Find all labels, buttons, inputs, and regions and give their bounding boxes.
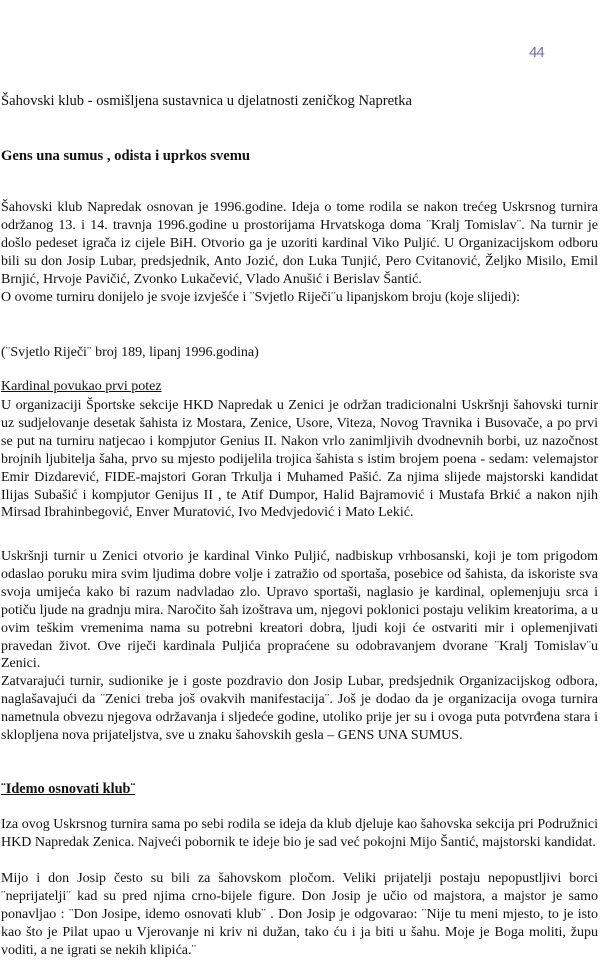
paragraph-closing-speech: Zatvarajući turnir, sudionike je i goste pozdravio don Josip Lubar, predsjednik Organizacijskog odbora, naglašavajući da ¨Zenici treba još ovakvih manifestacija¨. Još je dodao da je organizacija ovoga turnira nametnula obvezu njegova održavanja i sljedeće godine, utoliko prije jer su i ovoga puta potvrđena stara i sklopljena nova prijateljstva, sve u znaku šahovskih gesla – GENS UNA SUMUS. (1, 674, 598, 743)
paragraph-cardinal-opening: Uskršnji turnir u Zenici otvorio je kardinal Vinko Puljić, nadbiskup vrhbosanski, koji je tom prigodom odaslao poruku mira svim ljudima dobre volje i zatražio od sportaša, posebice od šahista, da iskoriste sva svoja umijeća kako bi razum nadvladao zlo. Upravo sportaši, naglasio je kardinal, oplemenjuju srca i potiču ljude na gradnju mira. Naročito šah izoštrava um, njegovi poklonici postaju velikim kreatorima, a u ovim teškim vremenima nama su potrebni kreatori dobra, ljudi koji će ostvariti mir i oplemenjivati pravedan život. Ove riječi kardinala Puljića propraćene su odobravanjem dvorane ¨Kralj Tomislav¨u Zenici. (1, 549, 598, 672)
page-number: 44 (529, 44, 544, 61)
paragraph-source-citation: (¨Svjetlo Riječi¨ broj 189, lipanj 1996.godina) (1, 345, 259, 360)
paragraph-club-idea: Iza ovog Uskrsnog turnira sama po sebi rodila se ideja da klub djeluje kao šahovska sekcija pri Podružnici HKD Napredak Zenica. Najveći pobornik te ideje bio je sad već pokojni Mijo Šantić, majstorski kandidat. (1, 817, 598, 850)
document-subtitle: Gens una sumus , odista i uprkos svemu (1, 148, 250, 164)
section-heading-club: ¨Idemo osnovati klub¨ (1, 781, 136, 797)
paragraph-report-intro: O ovome turniru donijelo je svoje izvješće i ¨Svjetlo Riječi¨u lipanjskom broju (koje slijedi): (1, 290, 521, 305)
section-heading-cardinal: Kardinal povukao prvi potez (1, 379, 162, 394)
paragraph-tournament-results: U organizaciji Športske sekcije HKD Napredak u Zenici je održan tradicionalni Uskršnji šahovski turnir uz sudjelovanje desetak šahista iz Mostara, Zenice, Usore, Viteza, Novog Travnika i Busovače, a po prvi se put na turniru natjecao i kompjutor Genius II. Nakon vrlo zanimljivih dvodnevnih borbi, uz nazočnost brojnih ljubitelja šaha, prvo su mjesto podijelila trojica šahista s istim brojem poena - sedam: velemajstor Emir Dizdarević, FIDE-majstori Goran Trkulja i Muhamed Pašić. Za njima slijede majstorski kandidat Ilijas Subašić i kompjutor Genijus II , te Atif Dumpor, Halid Bajramović i Mustafa Brkić a nakon njih Mirsad Ibrahinbegović, Enver Muratović, Ivo Medvjedović i Mato Lekić. (1, 398, 598, 521)
document-title: Šahovski klub - osmišljena sustavnica u djelatnosti zeničkog Napretka (1, 93, 412, 109)
paragraph-founding: Šahovski klub Napredak osnovan je 1996.godine. Ideja o tome rodila se nakon trećeg Uskrsnog turnira održanog 13. i 14. travnja 1996.godine u prostorijama Hrvatskoga doma ¨Kralj Tomislav¨. Na turnir je došlo pedeset igrača iz cijele BiH. Otvorio ga je uzoriti kardinal Viko Puljić. U Organizacijskom odboru bili su don Josip Lubar, predsjednik, Anto Jozić, don Luka Tunjić, Pero Cvitanović, Željko Misilo, Emil Brnjić, Hrvoje Pavičić, Zvonko Lukačević, Vlado Anušić i Berislav Šantić. (1, 200, 598, 287)
paragraph-mijo-and-josip: Mijo i don Josip često su bili za šahovskom pločom. Veliki prijatelji postaju nepopustljivi borci ¨neprijatelji¨ kad su pred njima crno-bijele figure. Don Josip je učio od majstora, a majstor je samo ponavljao : ¨Don Josipe, idemo osnovati klub¨ . Don Josip je odgovarao: ¨Nije tu meni mjesto, to je isto kao što je Pilat upao u Vjerovanje ni kriv ni dužan, tako ću i ja biti u šahu. Moje je Boga moliti, župu voditi, a ne igrati se nekih klipića.¨ (1, 871, 598, 958)
